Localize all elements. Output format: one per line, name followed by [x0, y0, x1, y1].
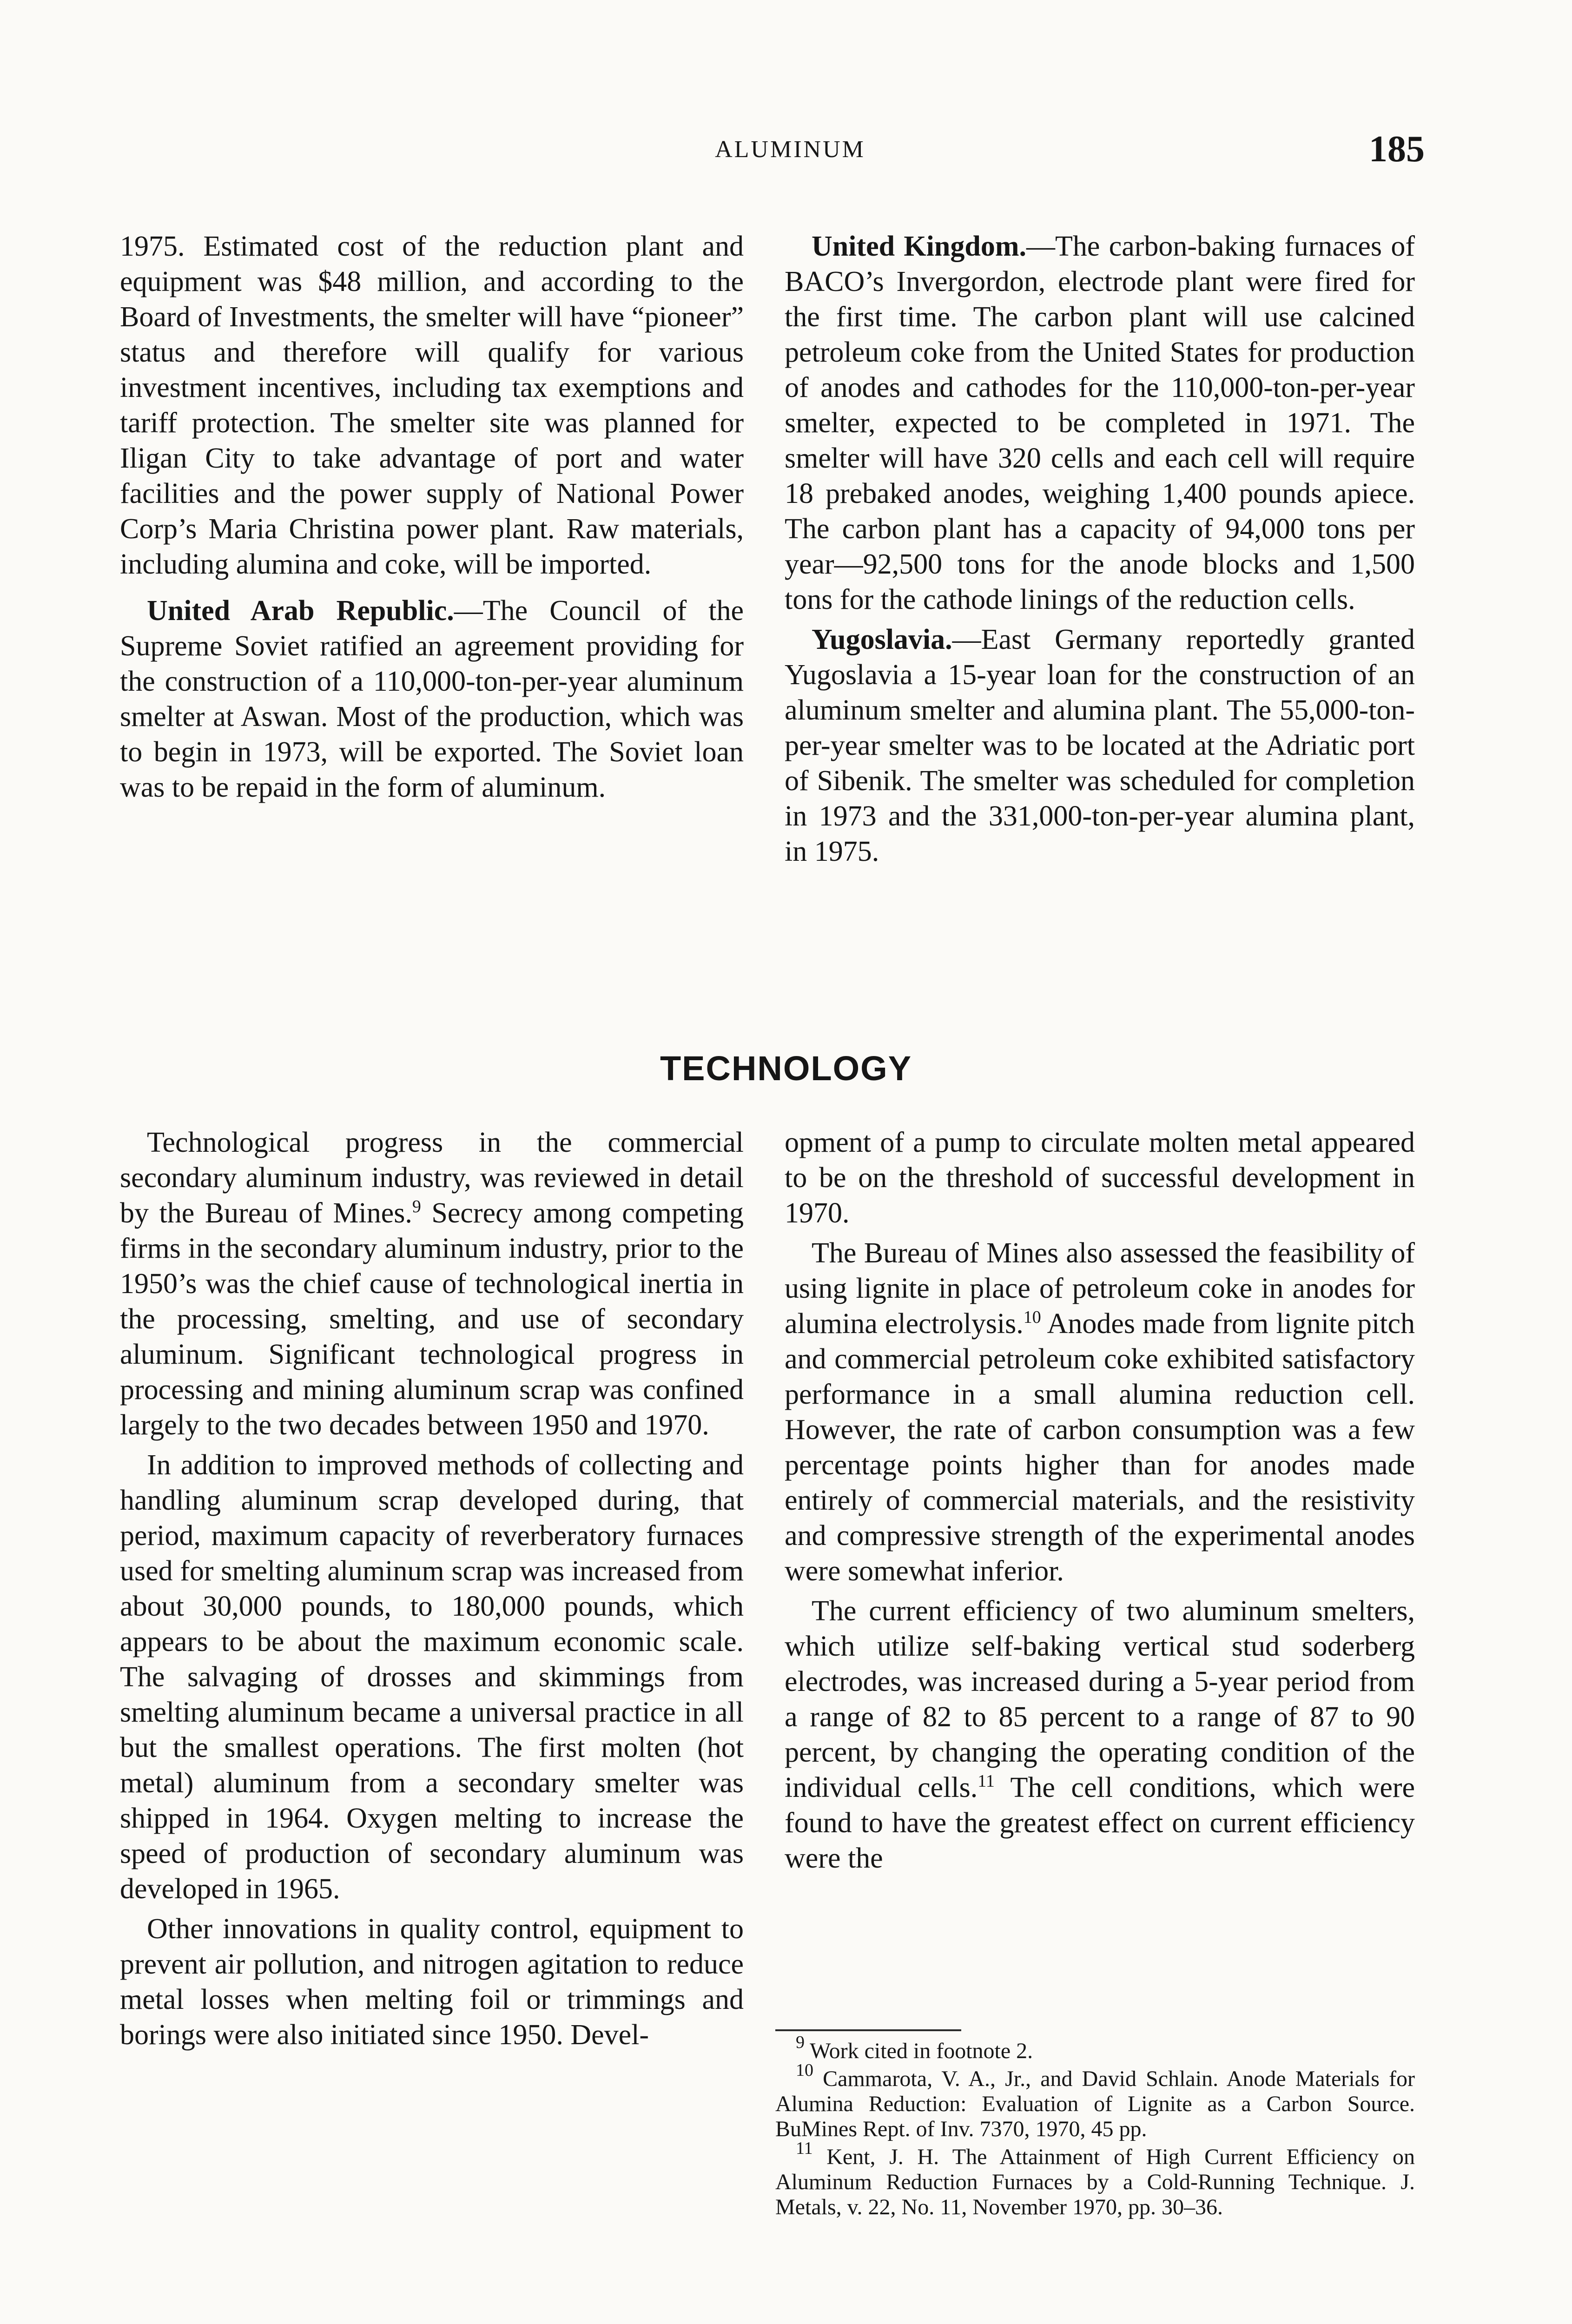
uar-paragraph	[120, 593, 744, 805]
footnote-ref-11: 11	[978, 1771, 995, 1791]
uk-country-heading: United Kingdom.	[812, 231, 1026, 262]
footnote-9-marker: 9	[796, 2033, 805, 2052]
current-efficiency-text-a: The current efficiency of two aluminum smelters, which utilize self-baking vertical stud soderberg electrodes, was increased during a 5-year period from a range of 82 to 85 percent to a range of 87 to 90 percent, by changing the operating condition of the individual cells.	[785, 1595, 1415, 1803]
technology-paragraph-3-continuation: opment of a pump to circulate molten metal appeared to be on the threshold of successful development in 1970.	[785, 1127, 1415, 1229]
uk-paragraph-text: —The carbon-baking furnaces of BACO’s Invergordon, electrode plant were fired for the first time. The carbon plant will use calcined petroleum coke from the United States for production of anodes and cathodes for the 110,000-ton-per-year smelter, expected to be completed in 1971. The smelter will have 320 cells and each cell will require 18 prebaked anodes, weighing 1,400 pounds apiece. The carbon plant has a capacity of 94,000 tons per year—92,500 tons for the anode blocks and 1,500 tons for the cathode linings of the reduction cells.	[785, 231, 1415, 615]
technology-paragraph-2: In addition to improved methods of collecting and handling aluminum scrap developed during, that period, maximum capacity of reverberatory furnaces used for smelting aluminum scrap was increased from about 30,000 pounds, to 180,000 pounds, which appears to be about the maximum economic scale. The salvaging of drosses and skimmings from smelting aluminum became a universal practice in all but the smallest operations. The first molten (hot metal) aluminum from a secondary smelter was shipped in 1964. Oxygen melting to increase the speed of production of secondary aluminum was developed in 1965.	[120, 1449, 744, 1905]
footnote-10-marker: 10	[796, 2060, 813, 2080]
footnote-ref-9: 9	[412, 1197, 421, 1216]
technology-paragraph-3: Other innovations in quality control, equipment to prevent air pollution, and nitrogen agitation to reduce metal losses when melting foil or trimmings and borings were also initiated since 1950. Devel-	[120, 1913, 744, 2051]
lignite-anodes-text-a: The Bureau of Mines also assessed the feasibility of using lignite in place of petroleum coke in anodes for alumina electrolysis.	[785, 1237, 1415, 1340]
yugoslavia-paragraph-text: —East Germany reportedly granted Yugoslavia a 15-year loan for the construction of an aluminum smelter and alumina plant. The 55,000-ton-per-year smelter was to be located at the Adriatic port of Sibenik. The smelter was scheduled for completion in 1973 and the 331,000-ton-per-year alumina plant, in 1975.	[785, 624, 1415, 867]
footnote-10	[775, 2060, 1415, 2142]
footnote-9-text: Work cited in footnote 2.	[810, 2039, 1033, 2063]
yugoslavia-country-heading: Yugoslavia.	[812, 624, 952, 655]
lignite-anodes-paragraph	[785, 1235, 1415, 1589]
uk-paragraph	[785, 229, 1415, 617]
page-number: 185	[1369, 129, 1425, 170]
lignite-anodes-text-b: Anodes made from lignite pitch and commercial petroleum coke exhibited satisfactory performance in a small alumina reduction cell. However, the rate of carbon consumption was a few percentage points higher than for anodes made entirely of commercial materials, and the resistivity and compressive strength of the experimental anodes were somewhat inferior.	[785, 1308, 1415, 1587]
footnote-11-marker: 11	[796, 2139, 813, 2158]
uar-paragraph-text: —The Council of the Supreme Soviet ratified an agreement providing for the construction of a 110,000-ton-per-year aluminum smelter at Aswan. Most of the production, which was to begin in 1973, will be exported. The Soviet loan was to be repaid in the form of aluminum.	[120, 595, 744, 803]
footnotes-block	[775, 2033, 1415, 2220]
footnote-11-text: Kent, J. H. The Attainment of High Current Efficiency on Aluminum Reduction Furnaces by a Cold-Running Technique. J. Metals, v. 22, No. 11, November 1970, pp. 30–36.	[775, 2145, 1415, 2219]
footnote-10-text: Cammarota, V. A., Jr., and David Schlain. Anode Materials for Alumina Reduction: Evaluation of Lignite as a Carbon Source. BuMines Rept. of Inv. 7370, 1970, 45 pp.	[775, 2067, 1415, 2141]
yugoslavia-paragraph	[785, 622, 1415, 869]
technology-paragraph-1	[120, 1125, 744, 1443]
bottom-right-column	[785, 1125, 1415, 1876]
top-right-column	[785, 229, 1415, 869]
bottom-left-column	[120, 1125, 744, 2053]
current-efficiency-paragraph	[785, 1593, 1415, 1876]
footnote-11	[775, 2139, 1415, 2220]
uar-country-heading: United Arab Republic.	[147, 595, 454, 627]
section-heading-technology: TECHNOLOGY	[660, 1049, 912, 1088]
footnote-divider	[775, 2029, 961, 2031]
footnote-ref-10: 10	[1023, 1307, 1041, 1327]
footnote-9	[775, 2033, 1415, 2064]
philippines-continuation-paragraph: 1975. Estimated cost of the reduction plant and equipment was $48 million, and according to the Board of Investments, the smelter will have “pioneer” status and therefore will qualify for various investment incentives, including tax exemptions and tariff protection. The smelter site was planned for Iligan City to take advantage of port and water facilities and the power supply of National Power Corp’s Maria Christina power plant. Raw materials, including alumina and coke, will be imported.	[120, 231, 744, 580]
technology-paragraph-1-text-a: Technological progress in the commercial secondary aluminum industry, was reviewed in detail by the Bureau of Mines.	[120, 1127, 744, 1229]
current-efficiency-text-b: The cell conditions, which were found to have the greatest effect on current efficiency were the	[785, 1772, 1415, 1874]
technology-paragraph-1-text-b: Secrecy among competing firms in the secondary aluminum industry, prior to the 1950’s was the chief cause of technological inertia in the processing, smelting, and use of secondary aluminum. Significant technological progress in processing and mining aluminum scrap was confined largely to the two decades between 1950 and 1970.	[120, 1197, 744, 1441]
top-left-column	[120, 229, 744, 805]
running-header-title: ALUMINUM	[715, 136, 865, 163]
